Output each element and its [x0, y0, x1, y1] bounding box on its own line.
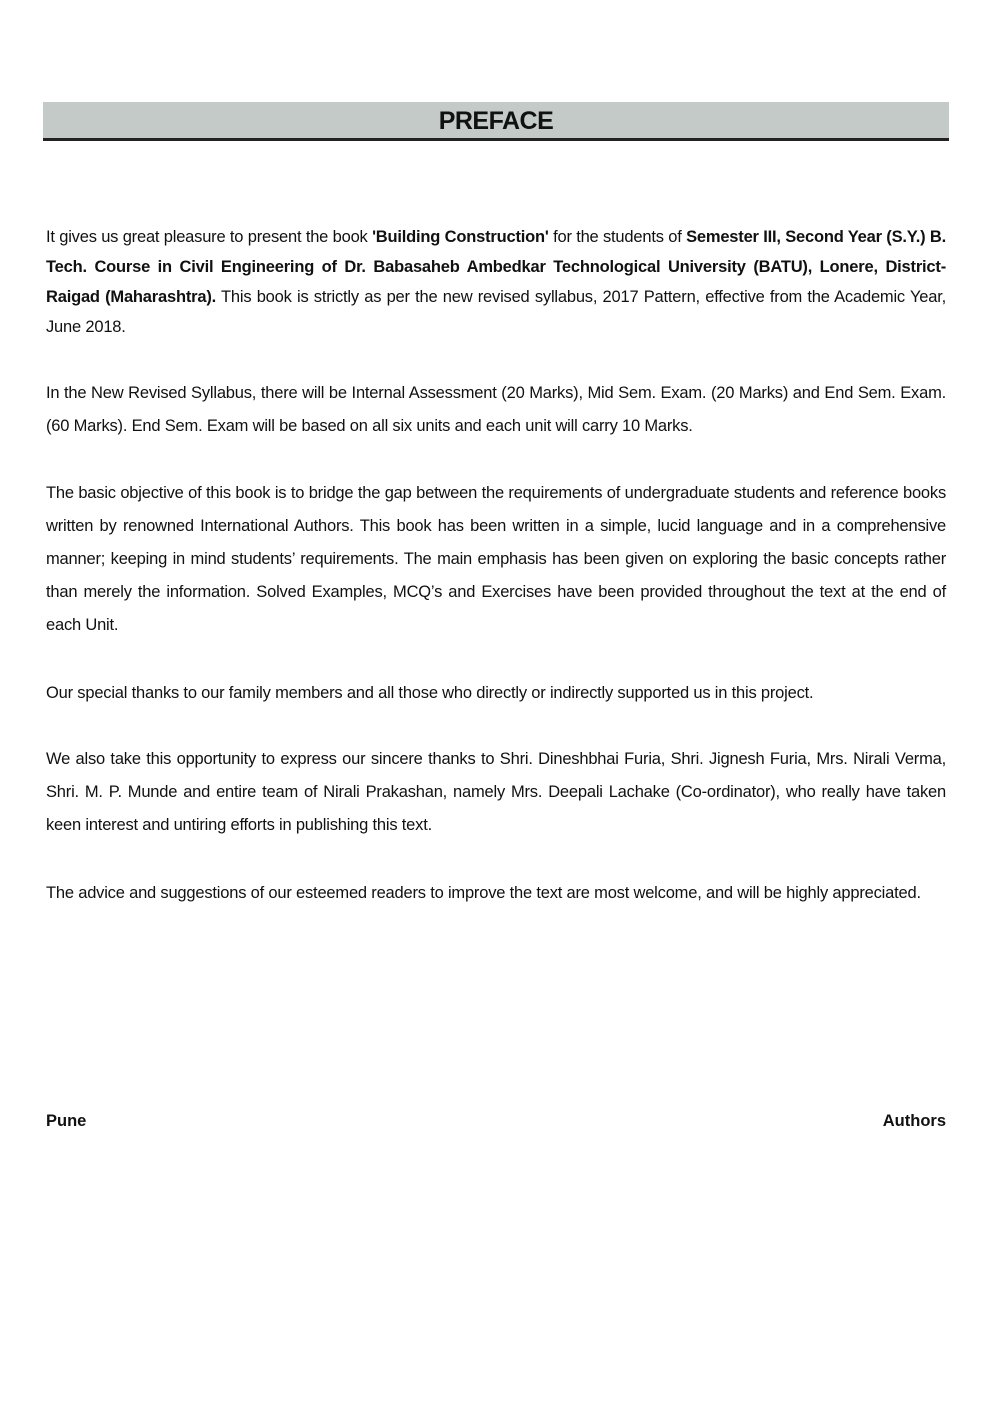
- signature: Authors: [882, 1112, 946, 1130]
- intro-text-3: This book is strictly as per the new revised syllabus, 2017 Pattern, effective from the Academic Year, June 2018.: [46, 288, 946, 336]
- place: Pune: [46, 1112, 87, 1130]
- paragraph-syllabus: In the New Revised Syllabus, there will be Internal Assessment (20 Marks), Mid Sem. Exam. (20 Marks) and End Sem. Exam. (60 Marks). End Sem. Exam will be based on all six units and each unit will carry 10 Marks.: [46, 384, 946, 435]
- paragraph-thanks-family: Our special thanks to our family members and all those who directly or indirectly supported us in this project.: [46, 684, 814, 702]
- paragraph-intro: [46, 222, 946, 342]
- course-details: Semester III, Second Year (S.Y.) B. Tech. Course in Civil Engineering of Dr. Babasaheb Ambedkar Technological University (BATU), Lonere, District-Raigad (Maharashtra).: [46, 228, 946, 306]
- intro-text-1: It gives us great pleasure to present the book: [46, 228, 373, 246]
- paragraph-thanks-publisher: We also take this opportunity to express our sincere thanks to Shri. Dineshbhai Furia, Shri. Jignesh Furia, Mrs. Nirali Verma, Shri. M. P. Munde and entire team of Nirali Prakashan, namely Mrs. Deepali Lachake (Co-ordinator), who really have taken keen interest and untiring efforts in publishing this text.: [46, 750, 946, 834]
- intro-text-2: for the students of: [548, 228, 687, 246]
- paragraph-advice: The advice and suggestions of our esteemed readers to improve the text are most welcome, and will be highly appreciated.: [46, 884, 921, 902]
- preface-heading-bar: [43, 102, 949, 141]
- page-title: PREFACE: [438, 107, 554, 135]
- paragraph-objective: The basic objective of this book is to bridge the gap between the requirements of undergraduate students and reference books written by renowned International Authors. This book has been written in a simple, lucid language and in a comprehensive manner; keeping in mind students’ requirements. The main emphasis has been given on exploring the basic concepts rather than merely the information. Solved Examples, MCQ’s and Exercises have been provided throughout the text at the end of each Unit.: [46, 484, 946, 634]
- book-title: 'Building Construction': [372, 228, 549, 246]
